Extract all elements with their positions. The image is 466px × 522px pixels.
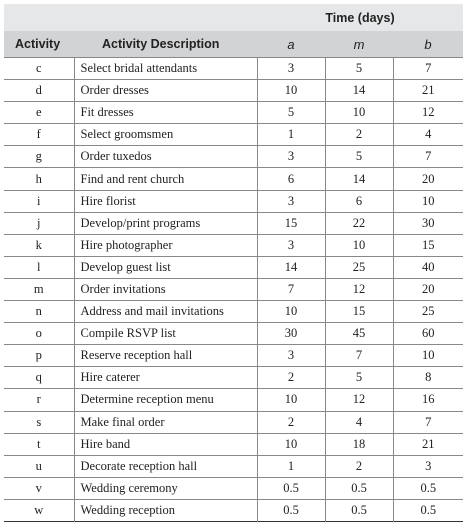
b-value-cell: 10 — [422, 193, 435, 208]
table-row — [4, 411, 463, 433]
m-value-cell: 12 — [325, 278, 393, 300]
table-row — [4, 389, 463, 411]
b-value-cell: 15 — [422, 237, 435, 252]
b-value-cell: 0.5 — [420, 502, 437, 517]
activity-cell: m — [4, 278, 74, 300]
b-value-cell: 12 — [422, 105, 435, 120]
table-row — [4, 323, 463, 345]
b-value-cell: 30 — [422, 215, 435, 230]
m-value-cell: 0.5 — [325, 477, 393, 499]
activity-cell: o — [4, 323, 74, 345]
a-value-cell: 1 — [257, 124, 325, 146]
m-value-cell: 0.5 — [325, 499, 393, 521]
a-value-cell: 5 — [257, 102, 325, 124]
table-row — [4, 345, 463, 367]
table-row — [4, 367, 463, 389]
description-cell: Hire band — [74, 433, 257, 455]
description-cell: Wedding reception — [74, 499, 257, 521]
description-column-header: Activity Description — [74, 31, 257, 58]
table-row — [4, 58, 463, 80]
a-value-cell: 3 — [257, 234, 325, 256]
m-value-cell: 5 — [325, 146, 393, 168]
activity-column-header: Activity — [4, 31, 74, 58]
activity-cell: j — [4, 212, 74, 234]
time-days-header: Time (days) — [257, 4, 463, 31]
m-value-cell: 10 — [325, 102, 393, 124]
description-cell: Develop/print programs — [74, 212, 257, 234]
activity-cell: s — [4, 411, 74, 433]
activity-cell: p — [4, 345, 74, 367]
b-value-cell: 40 — [422, 259, 435, 274]
b-value-cell: 4 — [425, 127, 432, 142]
b-value-cell: 0.5 — [420, 480, 437, 495]
activity-cell: e — [4, 102, 74, 124]
b-value-cell: 7 — [425, 61, 432, 76]
table-row — [4, 234, 463, 256]
m-value-cell: 22 — [325, 212, 393, 234]
m-value-cell: 4 — [325, 411, 393, 433]
description-cell: Develop guest list — [74, 256, 257, 278]
m-value-cell: 5 — [325, 367, 393, 389]
description-cell: Make final order — [74, 411, 257, 433]
header-column-row — [4, 31, 463, 58]
description-cell: Order dresses — [74, 80, 257, 102]
m-value-cell: 2 — [325, 124, 393, 146]
table-row — [4, 146, 463, 168]
table-row — [4, 433, 463, 455]
m-value-cell: 6 — [325, 190, 393, 212]
header-spacer — [74, 4, 257, 31]
table-header — [4, 4, 463, 58]
a-value-cell: 0.5 — [257, 499, 325, 521]
m-column-header: m — [325, 31, 393, 58]
table-row — [4, 190, 463, 212]
table-row — [4, 455, 463, 477]
description-cell: Order tuxedos — [74, 146, 257, 168]
description-cell: Select bridal attendants — [74, 58, 257, 80]
a-value-cell: 3 — [257, 190, 325, 212]
b-value-cell: 21 — [422, 436, 435, 451]
description-cell: Determine reception menu — [74, 389, 257, 411]
b-column-header: b — [393, 31, 463, 58]
b-value-cell: 21 — [422, 83, 435, 98]
activity-cell: l — [4, 256, 74, 278]
description-cell: Hire photographer — [74, 234, 257, 256]
description-cell: Order invitations — [74, 278, 257, 300]
table-row — [4, 256, 463, 278]
activity-cell: k — [4, 234, 74, 256]
activity-cell: c — [4, 58, 74, 80]
b-value-cell: 3 — [425, 458, 432, 473]
activity-cell: q — [4, 367, 74, 389]
table-row — [4, 212, 463, 234]
b-value-cell: 8 — [425, 370, 432, 385]
activity-cell: u — [4, 455, 74, 477]
b-value-cell: 7 — [425, 414, 432, 429]
m-value-cell: 14 — [325, 168, 393, 190]
activity-cell: f — [4, 124, 74, 146]
a-column-header: a — [257, 31, 325, 58]
m-value-cell: 2 — [325, 455, 393, 477]
m-value-cell: 14 — [325, 80, 393, 102]
activity-cell: i — [4, 190, 74, 212]
table-row — [4, 80, 463, 102]
description-cell: Hire florist — [74, 190, 257, 212]
header-spacer — [4, 4, 74, 31]
a-value-cell: 6 — [257, 168, 325, 190]
description-cell: Compile RSVP list — [74, 323, 257, 345]
table-body — [4, 58, 463, 522]
b-value-cell: 20 — [422, 171, 435, 186]
description-cell: Reserve reception hall — [74, 345, 257, 367]
a-value-cell: 14 — [257, 256, 325, 278]
a-value-cell: 2 — [257, 411, 325, 433]
description-cell: Address and mail invitations — [74, 301, 257, 323]
activity-cell: g — [4, 146, 74, 168]
description-cell: Find and rent church — [74, 168, 257, 190]
m-value-cell: 12 — [325, 389, 393, 411]
a-value-cell: 7 — [257, 278, 325, 300]
b-value-cell: 16 — [422, 392, 435, 407]
a-value-cell: 10 — [257, 433, 325, 455]
b-value-cell: 10 — [422, 348, 435, 363]
a-value-cell: 10 — [257, 80, 325, 102]
description-cell: Decorate reception hall — [74, 455, 257, 477]
activity-cell: v — [4, 477, 74, 499]
b-value-cell: 7 — [425, 149, 432, 164]
activity-cell: r — [4, 389, 74, 411]
table-row — [4, 102, 463, 124]
activity-cell: n — [4, 301, 74, 323]
a-value-cell: 3 — [257, 345, 325, 367]
a-value-cell: 2 — [257, 367, 325, 389]
table-row — [4, 477, 463, 499]
a-value-cell: 0.5 — [257, 477, 325, 499]
description-cell: Select groomsmen — [74, 124, 257, 146]
b-value-cell: 25 — [422, 304, 435, 319]
a-value-cell: 3 — [257, 146, 325, 168]
b-value-cell: 60 — [422, 326, 435, 341]
a-value-cell: 10 — [257, 301, 325, 323]
table-row — [4, 499, 463, 521]
activity-cell: w — [4, 499, 74, 521]
description-cell: Hire caterer — [74, 367, 257, 389]
b-value-cell: 20 — [422, 281, 435, 296]
a-value-cell: 1 — [257, 455, 325, 477]
m-value-cell: 18 — [325, 433, 393, 455]
header-group-row — [4, 4, 463, 31]
m-value-cell: 7 — [325, 345, 393, 367]
table-row — [4, 301, 463, 323]
table-row — [4, 124, 463, 146]
m-value-cell: 25 — [325, 256, 393, 278]
m-value-cell: 5 — [325, 58, 393, 80]
activity-cell: t — [4, 433, 74, 455]
a-value-cell: 30 — [257, 323, 325, 345]
a-value-cell: 3 — [257, 58, 325, 80]
m-value-cell: 45 — [325, 323, 393, 345]
m-value-cell: 10 — [325, 234, 393, 256]
a-value-cell: 15 — [257, 212, 325, 234]
activity-time-table-container — [4, 4, 463, 522]
activity-time-table — [4, 4, 463, 522]
table-row — [4, 168, 463, 190]
activity-cell: d — [4, 80, 74, 102]
description-cell: Wedding ceremony — [74, 477, 257, 499]
table-row — [4, 278, 463, 300]
activity-cell: h — [4, 168, 74, 190]
description-cell: Fit dresses — [74, 102, 257, 124]
a-value-cell: 10 — [257, 389, 325, 411]
m-value-cell: 15 — [325, 301, 393, 323]
